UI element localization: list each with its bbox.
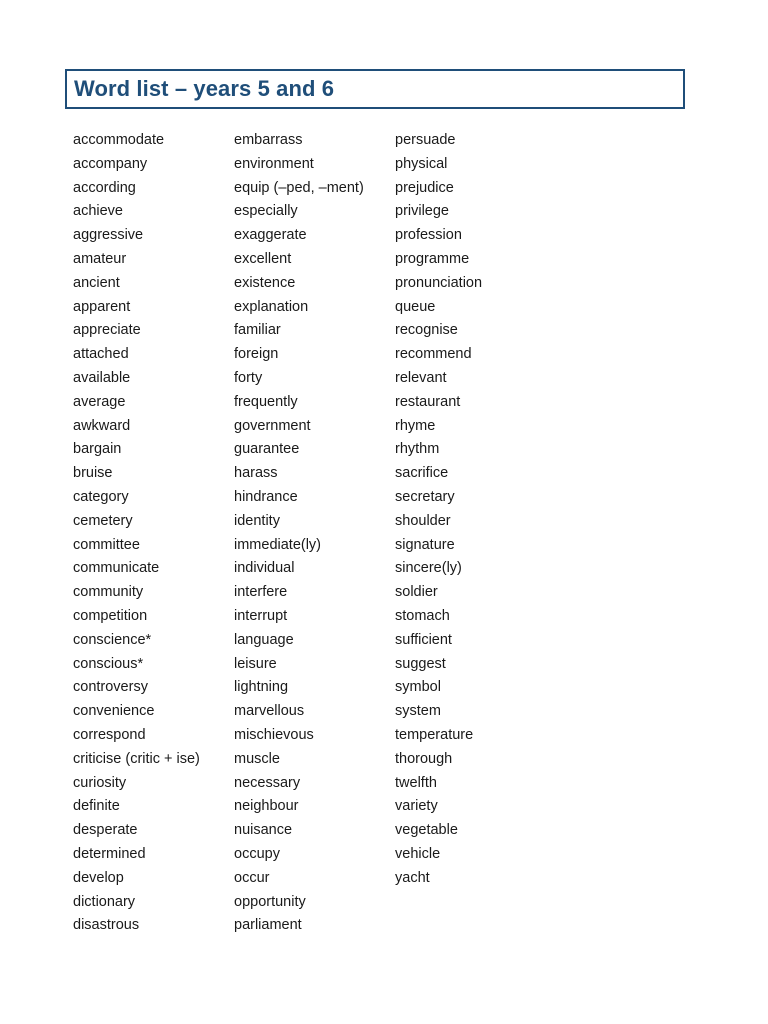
list-item: sufficient <box>395 631 452 648</box>
list-item: communicate <box>73 560 160 577</box>
word-list-columns <box>73 129 713 949</box>
list-item: interrupt <box>234 607 288 624</box>
word-column-1 <box>73 129 200 938</box>
list-item: explanation <box>234 298 309 315</box>
list-item: relevant <box>395 369 447 386</box>
list-item: attached <box>73 346 129 363</box>
list-item: cemetery <box>73 512 133 529</box>
list-item: leisure <box>234 655 277 672</box>
list-item: determined <box>73 845 146 862</box>
list-item: prejudice <box>395 179 454 196</box>
list-item: identity <box>234 512 280 529</box>
list-item: twelfth <box>395 774 437 791</box>
list-item: controversy <box>73 679 148 696</box>
list-item: conscious* <box>73 655 144 672</box>
list-item: secretary <box>395 488 455 505</box>
list-item: forty <box>234 369 263 386</box>
list-item: environment <box>234 155 314 172</box>
list-item: accompany <box>73 155 148 172</box>
list-item: existence <box>234 274 296 291</box>
list-item: conscience* <box>73 631 152 648</box>
list-item: persuade <box>395 132 456 148</box>
list-item: according <box>73 179 136 196</box>
list-item: desperate <box>73 822 138 839</box>
list-item: government <box>234 417 311 434</box>
list-item: criticise (critic + ise) <box>73 750 200 767</box>
list-item: dictionary <box>73 893 136 910</box>
list-item: profession <box>395 227 462 244</box>
list-item: harass <box>234 465 278 482</box>
list-item: privilege <box>395 203 449 220</box>
list-item: parliament <box>234 917 302 934</box>
list-item: average <box>73 393 126 410</box>
list-item: suggest <box>395 655 446 672</box>
list-item: occur <box>234 869 270 886</box>
list-item: correspond <box>73 726 146 743</box>
list-item: sincere(ly) <box>395 560 462 577</box>
list-item: frequently <box>234 393 298 410</box>
list-item: necessary <box>234 774 301 791</box>
list-item: lightning <box>234 679 289 696</box>
list-item: yacht <box>395 869 430 886</box>
list-item: exaggerate <box>234 227 307 244</box>
list-item: system <box>395 703 441 720</box>
list-item: sacrifice <box>395 465 449 482</box>
word-column-3 <box>395 129 482 891</box>
list-item: competition <box>73 607 148 624</box>
list-item: opportunity <box>234 893 306 910</box>
list-item: curiosity <box>73 774 127 791</box>
list-item: vehicle <box>395 845 441 862</box>
list-item: signature <box>395 536 455 553</box>
list-item: variety <box>395 798 438 815</box>
list-item: interfere <box>234 584 288 601</box>
list-item: bargain <box>73 441 122 458</box>
list-item: amateur <box>73 250 127 267</box>
list-item: thorough <box>395 750 453 767</box>
list-item: excellent <box>234 250 292 267</box>
list-item: committee <box>73 536 140 553</box>
list-item: mischievous <box>234 726 314 743</box>
list-item: awkward <box>73 417 131 434</box>
list-item: individual <box>234 560 295 577</box>
list-item: accommodate <box>73 132 165 148</box>
list-item: familiar <box>234 322 281 339</box>
list-item: marvellous <box>234 703 305 720</box>
title-box <box>65 69 685 109</box>
list-item: vegetable <box>395 822 458 839</box>
list-item: nuisance <box>234 822 293 839</box>
list-item: available <box>73 369 131 386</box>
list-item: language <box>234 631 294 648</box>
list-item: soldier <box>395 584 438 601</box>
list-item: pronunciation <box>395 274 483 291</box>
list-item: convenience <box>73 703 155 720</box>
list-item: category <box>73 488 129 505</box>
list-item: achieve <box>73 203 123 220</box>
list-item: occupy <box>234 845 280 862</box>
list-item: immediate(ly) <box>234 536 322 553</box>
list-item: community <box>73 584 144 601</box>
list-item: definite <box>73 798 120 815</box>
list-item: programme <box>395 250 470 267</box>
list-item: shoulder <box>395 512 451 529</box>
list-item: appreciate <box>73 322 141 339</box>
list-item: embarrass <box>234 132 303 148</box>
list-item: develop <box>73 869 124 886</box>
list-item: disastrous <box>73 917 140 934</box>
list-item: aggressive <box>73 227 144 244</box>
list-item: apparent <box>73 298 131 315</box>
list-item: foreign <box>234 346 279 363</box>
list-item: bruise <box>73 465 113 482</box>
list-item: temperature <box>395 726 474 743</box>
list-item: recommend <box>395 346 472 363</box>
list-item: muscle <box>234 750 280 767</box>
list-item: guarantee <box>234 441 300 458</box>
list-item: rhythm <box>395 441 440 458</box>
list-item: symbol <box>395 679 441 696</box>
list-item: queue <box>395 298 436 315</box>
list-item: physical <box>395 155 448 172</box>
word-column-2 <box>234 129 364 938</box>
list-item: hindrance <box>234 488 298 505</box>
list-item: especially <box>234 203 298 220</box>
list-item: recognise <box>395 322 458 339</box>
list-item: restaurant <box>395 393 461 410</box>
list-item: ancient <box>73 274 120 291</box>
list-item: neighbour <box>234 798 299 815</box>
list-item: stomach <box>395 607 450 624</box>
list-item: rhyme <box>395 417 436 434</box>
page-title: Word list – years 5 and 6 <box>74 76 335 101</box>
list-item: equip (–ped, –ment) <box>234 179 364 196</box>
